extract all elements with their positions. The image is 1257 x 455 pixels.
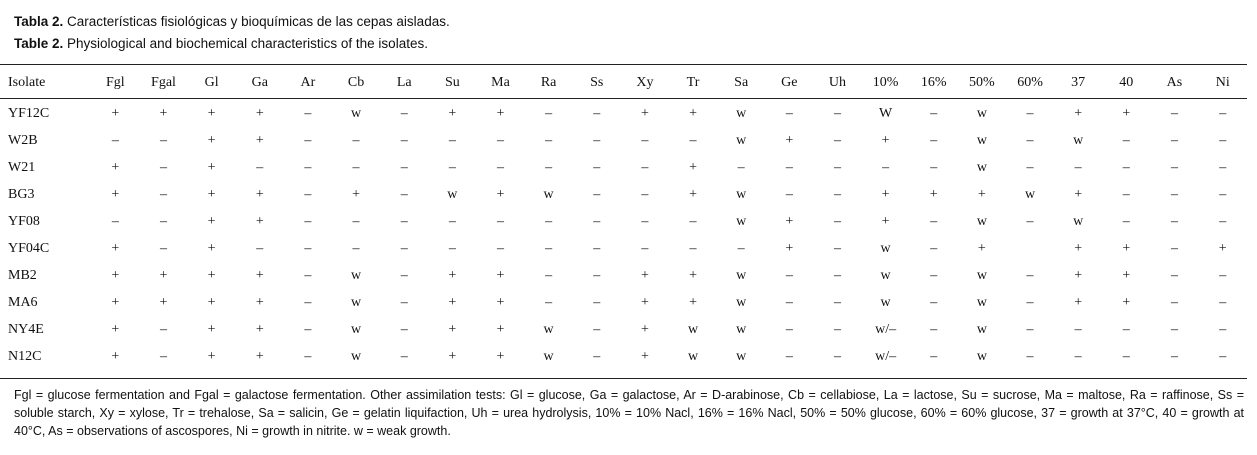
table-row [0, 154, 1247, 181]
result-cell: – [593, 132, 601, 148]
result-cell: + [207, 321, 216, 337]
result-cell: + [640, 294, 649, 310]
result-cell: – [641, 159, 649, 175]
result-cell: + [640, 267, 649, 283]
result-cell: + [111, 294, 120, 310]
result-cell: + [111, 321, 120, 337]
result-cell: – [1074, 159, 1082, 175]
result-cell: w [976, 159, 987, 175]
result-cell: W [878, 105, 893, 121]
result-cell: + [929, 186, 938, 202]
result-cell: – [930, 348, 938, 364]
result-cell: + [496, 294, 505, 310]
result-cell: w [736, 267, 747, 283]
result-cell: w [736, 213, 747, 229]
result-cell: – [1122, 132, 1130, 148]
result-cell: + [255, 213, 264, 229]
column-header: Fgl [106, 75, 125, 90]
isolate-name-cell: W2B [8, 132, 38, 148]
column-header: La [396, 75, 412, 90]
table-row [0, 181, 1247, 208]
isolate-name-cell: YF08 [8, 213, 40, 229]
result-cell: – [1170, 132, 1178, 148]
result-cell: – [930, 105, 938, 121]
table-row [0, 208, 1247, 235]
result-cell: w [976, 321, 987, 337]
result-cell: – [1219, 213, 1227, 229]
result-cell: + [689, 186, 697, 202]
result-cell: – [400, 294, 408, 310]
result-cell: – [1074, 348, 1082, 364]
result-cell: – [1122, 159, 1130, 175]
result-cell: + [111, 105, 120, 121]
result-cell: + [640, 105, 649, 121]
result-cell: + [689, 267, 697, 283]
result-cell: – [1170, 186, 1178, 202]
result-cell: + [881, 213, 890, 229]
result-cell: – [785, 348, 793, 364]
result-cell: – [1122, 321, 1130, 337]
result-cell: – [1170, 213, 1178, 229]
result-cell: + [496, 348, 505, 364]
result-cell: – [400, 186, 408, 202]
result-cell: – [593, 294, 601, 310]
result-cell: – [159, 348, 167, 364]
result-cell: – [545, 105, 553, 121]
result-cell: – [593, 267, 601, 283]
result-cell: – [448, 159, 456, 175]
result-cell: – [593, 213, 601, 229]
result-cell: – [159, 186, 167, 202]
result-cell: w [1073, 132, 1084, 148]
table-top-rule [0, 64, 1247, 65]
result-cell: + [1218, 240, 1227, 256]
result-cell: – [737, 240, 745, 256]
result-cell: w [976, 348, 987, 364]
result-cell: + [881, 186, 890, 202]
result-cell: + [159, 267, 168, 283]
result-cell: w [687, 321, 699, 337]
result-cell: – [737, 159, 745, 175]
result-cell: + [207, 267, 216, 283]
result-cell: + [207, 159, 216, 175]
result-cell: – [1170, 105, 1178, 121]
characteristics-table [0, 66, 1247, 370]
result-cell: – [1122, 213, 1130, 229]
result-cell: – [448, 132, 456, 148]
result-cell: w [543, 321, 554, 337]
result-cell: – [1026, 348, 1034, 364]
result-cell: w [1024, 186, 1036, 202]
result-cell: + [207, 294, 216, 310]
result-cell: – [352, 240, 360, 256]
result-cell: + [255, 132, 264, 148]
result-cell: – [352, 159, 360, 175]
result-cell: – [400, 321, 408, 337]
result-cell: – [641, 213, 649, 229]
result-cell: – [1026, 159, 1034, 175]
result-cell: + [448, 321, 457, 337]
column-header: 10% [872, 75, 899, 90]
result-cell: + [352, 186, 360, 202]
result-cell: – [545, 294, 553, 310]
result-cell: – [593, 240, 601, 256]
result-cell: – [304, 348, 312, 364]
column-header: Isolate [8, 75, 46, 90]
result-cell: w [976, 267, 987, 283]
result-cell: – [641, 186, 649, 202]
column-header: Sa [734, 75, 749, 90]
result-cell: + [255, 186, 264, 202]
result-cell: – [545, 213, 553, 229]
result-cell: + [1074, 240, 1083, 256]
result-cell: + [1122, 267, 1131, 283]
result-cell: + [111, 348, 120, 364]
result-cell: – [448, 213, 456, 229]
result-cell: – [545, 240, 553, 256]
result-cell: – [833, 159, 841, 175]
result-cell [1006, 235, 1054, 262]
result-cell: – [304, 267, 312, 283]
result-cell: w [880, 240, 891, 256]
result-cell: w [350, 294, 362, 310]
result-cell: w [976, 105, 987, 121]
result-cell: – [1219, 159, 1227, 175]
result-cell: – [352, 213, 360, 229]
column-header: 50% [969, 75, 995, 90]
result-cell: w [1073, 213, 1084, 229]
isolate-name-cell: N12C [8, 348, 42, 364]
isolate-name-cell: W21 [8, 159, 36, 175]
result-cell: – [400, 240, 408, 256]
result-cell: – [1026, 213, 1034, 229]
column-header: Gl [204, 75, 219, 90]
result-cell: w [976, 294, 987, 310]
result-cell: – [593, 321, 601, 337]
result-cell: – [689, 213, 697, 229]
result-cell: + [1074, 267, 1083, 283]
result-cell: – [1026, 132, 1034, 148]
isolate-name-cell: YF04C [8, 240, 50, 256]
column-header: 37 [1071, 75, 1086, 90]
result-cell: – [159, 240, 167, 256]
result-cell: – [1122, 186, 1130, 202]
result-cell: + [1122, 294, 1131, 310]
result-cell: w [976, 213, 987, 229]
result-cell: – [304, 321, 312, 337]
result-cell: + [448, 105, 457, 121]
result-cell: – [1219, 267, 1227, 283]
result-cell: – [304, 240, 312, 256]
result-cell: – [1122, 348, 1130, 364]
result-cell: – [593, 186, 601, 202]
result-cell: – [785, 294, 793, 310]
result-cell: – [256, 159, 264, 175]
result-cell: – [159, 213, 167, 229]
result-cell: + [255, 267, 264, 283]
result-cell: w [447, 186, 458, 202]
result-cell: + [448, 267, 457, 283]
result-cell: – [930, 294, 938, 310]
result-cell: – [785, 186, 793, 202]
result-cell: + [977, 240, 986, 256]
isolate-name-cell: NY4E [8, 321, 44, 337]
result-cell: – [689, 240, 697, 256]
result-cell: + [1122, 105, 1131, 121]
result-cell: + [496, 105, 505, 121]
result-cell: – [496, 240, 504, 256]
result-cell: – [400, 132, 408, 148]
column-header: Xy [636, 75, 654, 90]
result-cell: – [304, 186, 312, 202]
result-cell: + [1122, 240, 1131, 256]
column-header: 16% [920, 75, 947, 90]
result-cell: + [1074, 294, 1083, 310]
result-cell: w [736, 186, 747, 202]
table-row [0, 235, 1247, 262]
table-bottom-rule [0, 378, 1247, 379]
result-cell: + [785, 240, 794, 256]
result-cell: – [1026, 267, 1034, 283]
result-cell: – [785, 321, 793, 337]
result-cell: + [111, 240, 120, 256]
result-cell: + [448, 294, 457, 310]
result-cell: + [111, 267, 120, 283]
column-header: Su [444, 75, 460, 90]
result-cell: + [496, 186, 505, 202]
result-cell: – [304, 294, 312, 310]
result-cell: – [304, 105, 312, 121]
result-cell: – [1026, 105, 1034, 121]
result-cell: – [304, 159, 312, 175]
result-cell: – [1219, 348, 1227, 364]
column-header: Ra [540, 75, 557, 90]
result-cell: – [1170, 240, 1178, 256]
result-cell: + [207, 186, 216, 202]
result-cell: + [255, 321, 264, 337]
result-cell: – [400, 159, 408, 175]
column-header: 40 [1119, 75, 1134, 90]
result-cell: + [448, 348, 457, 364]
caption-spanish-label: Tabla 2. [14, 14, 64, 29]
result-cell: – [833, 294, 841, 310]
column-header: Uh [828, 75, 847, 90]
isolate-name-cell: YF12C [8, 105, 50, 121]
result-cell: – [1026, 321, 1034, 337]
column-header: Fgal [151, 75, 176, 90]
result-cell: + [640, 348, 649, 364]
result-cell: – [545, 159, 553, 175]
caption-spanish [14, 14, 450, 29]
result-cell: w/– [875, 321, 897, 337]
column-header: Cb [347, 75, 365, 90]
result-cell: – [930, 159, 938, 175]
result-cell: – [1170, 348, 1178, 364]
result-cell: – [641, 240, 649, 256]
result-cell: + [785, 132, 794, 148]
result-cell: w [976, 132, 987, 148]
result-cell: – [930, 213, 938, 229]
column-header: Ni [1215, 75, 1230, 90]
result-cell: + [159, 294, 168, 310]
result-cell: – [882, 159, 890, 175]
result-cell: w [543, 186, 554, 202]
result-cell: – [785, 159, 793, 175]
table-row [0, 100, 1247, 127]
result-cell: – [689, 132, 697, 148]
column-header: Ga [251, 75, 268, 90]
result-cell: + [689, 105, 697, 121]
result-cell: – [930, 267, 938, 283]
table-header-row [0, 66, 1247, 100]
result-cell: – [833, 132, 841, 148]
result-cell: – [1219, 105, 1227, 121]
result-cell: + [785, 213, 794, 229]
result-cell: + [207, 240, 216, 256]
result-cell: – [448, 240, 456, 256]
result-cell: – [159, 132, 167, 148]
result-cell: + [255, 105, 264, 121]
result-cell: – [641, 132, 649, 148]
column-header: As [1166, 75, 1183, 90]
result-cell: + [640, 321, 649, 337]
result-cell: – [1219, 186, 1227, 202]
table-row [0, 343, 1247, 370]
result-cell: – [1170, 294, 1178, 310]
result-cell: + [207, 132, 216, 148]
result-cell: w [350, 105, 362, 121]
result-cell: – [785, 105, 793, 121]
result-cell: + [255, 294, 264, 310]
result-cell: w [543, 348, 554, 364]
result-cell: + [496, 267, 505, 283]
result-cell: – [593, 105, 601, 121]
result-cell: – [400, 213, 408, 229]
caption-english [14, 36, 428, 51]
result-cell: + [207, 348, 216, 364]
result-cell: – [496, 159, 504, 175]
result-cell: – [833, 321, 841, 337]
result-cell: w [736, 294, 747, 310]
caption-spanish-text: Características fisiológicas y bioquímicas de las cepas aisladas. [63, 14, 450, 29]
result-cell: + [1074, 186, 1083, 202]
result-cell: – [304, 132, 312, 148]
result-cell: w/– [875, 348, 897, 364]
result-cell: + [159, 105, 168, 121]
result-cell: + [207, 213, 216, 229]
result-cell: – [930, 240, 938, 256]
result-cell: – [304, 213, 312, 229]
result-cell: – [833, 267, 841, 283]
isolate-name-cell: MA6 [8, 294, 38, 310]
isolate-name-cell: MB2 [8, 267, 37, 283]
result-cell: – [545, 267, 553, 283]
result-cell: – [1170, 321, 1178, 337]
result-cell: – [545, 132, 553, 148]
result-cell: – [1170, 267, 1178, 283]
result-cell: – [400, 267, 408, 283]
caption-english-label: Table 2. [14, 36, 64, 51]
table-body [0, 100, 1247, 370]
result-cell: – [930, 132, 938, 148]
result-cell: – [593, 348, 601, 364]
result-cell: – [496, 213, 504, 229]
result-cell: – [1074, 321, 1082, 337]
result-cell: + [881, 132, 890, 148]
result-cell: + [207, 105, 216, 121]
isolate-name-cell: BG3 [8, 186, 35, 202]
result-cell: – [1219, 132, 1227, 148]
result-cell: – [400, 105, 408, 121]
result-cell: – [496, 132, 504, 148]
table-footnote: Fgl = glucose fermentation and Fgal = galactose fermentation. Other assimilation tests: Gl = glucose, Ga = galactose, Ar = D-arabinose, Cb = cellabiose, La = lactose, Su = sucrose, Ma = maltose, Ra = raffinose, Ss = soluble starch, Xy = xylose, Tr = trehalose, Sa = salicin, Ge = gelatin liquifaction, Uh = urea hydrolysis, 10% = 10% Nacl, 16% = 16% Nacl, 50% = 50% glucose, 60% = 60% glucose, 37 = growth at 37°C, 40 = growth at 40°C, As = observations of ascospores, Ni = growth in nitrite. w = weak growth. [14, 388, 1244, 438]
column-header: Ma [491, 75, 510, 90]
result-cell: – [833, 240, 841, 256]
result-cell: + [111, 186, 120, 202]
result-cell: – [159, 321, 167, 337]
result-cell: – [111, 132, 119, 148]
result-cell: w [736, 321, 747, 337]
result-cell: – [256, 240, 264, 256]
result-cell: – [1026, 294, 1034, 310]
result-cell: w [736, 105, 747, 121]
result-cell: – [1170, 159, 1178, 175]
result-cell: – [930, 321, 938, 337]
result-cell: – [785, 267, 793, 283]
result-cell: + [689, 159, 697, 175]
result-cell: – [833, 105, 841, 121]
result-cell: + [977, 186, 986, 202]
result-cell: w [880, 267, 891, 283]
table-row [0, 289, 1247, 316]
column-header: Tr [686, 75, 700, 90]
result-cell: – [593, 159, 601, 175]
result-cell: – [159, 159, 167, 175]
result-cell: w [880, 294, 891, 310]
result-cell: – [833, 213, 841, 229]
table-row [0, 262, 1247, 289]
result-cell: – [1219, 294, 1227, 310]
result-cell: w [350, 321, 362, 337]
table-row [0, 127, 1247, 154]
result-cell: + [689, 294, 697, 310]
result-cell: w [350, 348, 362, 364]
result-cell: w [736, 348, 747, 364]
caption-english-text: Physiological and biochemical characteristics of the isolates. [63, 36, 428, 51]
table-row [0, 316, 1247, 343]
result-cell: w [350, 267, 362, 283]
column-header: Ss [590, 75, 604, 90]
result-cell: – [352, 132, 360, 148]
result-cell: w [736, 132, 747, 148]
result-cell: w [687, 348, 699, 364]
result-cell: – [833, 348, 841, 364]
result-cell: + [255, 348, 264, 364]
column-header: Ge [781, 75, 798, 90]
result-cell: + [111, 159, 120, 175]
result-cell: + [496, 321, 505, 337]
result-cell: – [833, 186, 841, 202]
result-cell: – [400, 348, 408, 364]
result-cell: – [1219, 321, 1227, 337]
result-cell: – [111, 213, 119, 229]
column-header: Ar [300, 75, 316, 90]
result-cell: + [1074, 105, 1083, 121]
column-header: 60% [1017, 75, 1043, 90]
